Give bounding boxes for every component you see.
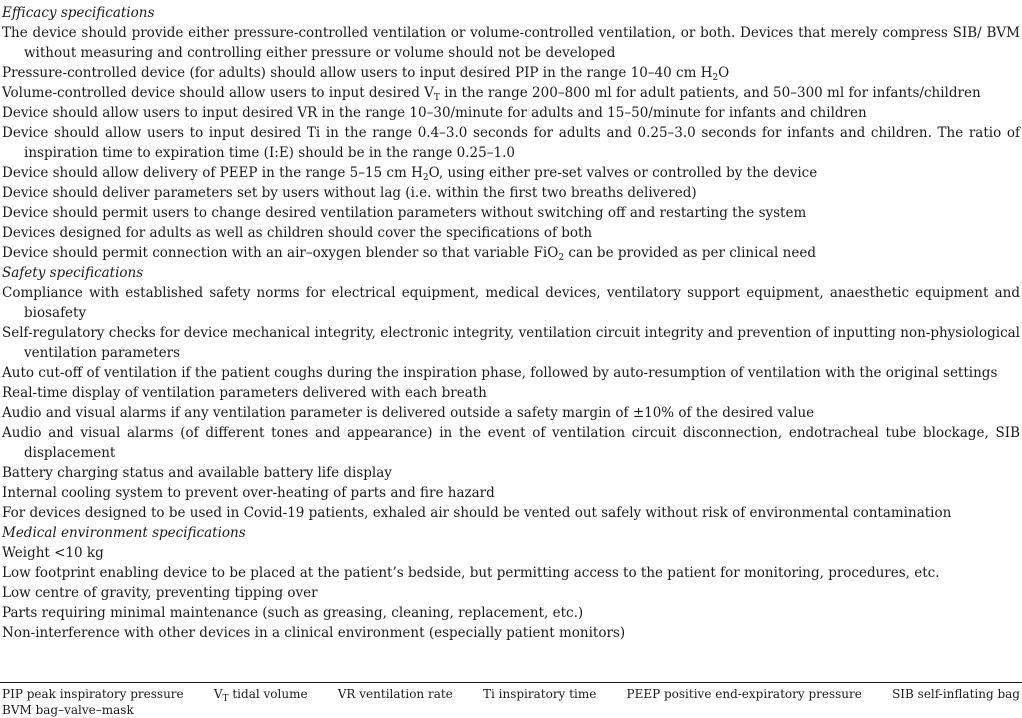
spec-item-tidal-volume	[2, 83, 1020, 103]
abbrev-bvm: BVM bag–valve–mask	[2, 703, 134, 717]
spec-text: O, using either pre-set valves or controlled by the device	[428, 165, 818, 181]
spec-item-battery-display: Battery charging status and available battery life display	[2, 465, 392, 481]
spec-item-parameter-alarms: Audio and visual alarms if any ventilation parameter is delivered outside a safety margin of ±10% of the desired value	[2, 405, 815, 421]
spec-item-realtime-display: Real-time display of ventilation parameters delivered with each breath	[2, 385, 487, 401]
spec-text: O	[718, 65, 730, 81]
spec-item-pip	[2, 63, 1020, 83]
spec-item-footprint: Low footprint enabling device to be placed at the patient’s bedside, but permitting access to the patient for monitoring, procedures, etc.	[2, 565, 940, 581]
spec-item-weight: Weight <10 kg	[2, 545, 104, 561]
spec-item-inspiratory-time: Device should allow users to input desired Ti in the range 0.4–3.0 seconds for adults and 0.25–3.0 seconds for infants and children. The ratio of inspiration time to expiration time (I:E) should be in the range 0.25–1.0	[2, 125, 1020, 161]
footer-divider	[0, 682, 1022, 683]
spec-item-auto-cut-off: Auto cut-off of ventilation if the patient coughs during the inspiration phase, followed by auto-resumption of ventilation with the original settings	[2, 365, 998, 381]
spec-item-cooling: Internal cooling system to prevent over-heating of parts and fire hazard	[2, 485, 495, 501]
safety-heading: Safety specifications	[2, 265, 144, 281]
abbrev-peep: PEEP positive end-expiratory pressure	[626, 687, 862, 701]
spec-text: Device should allow delivery of PEEP in the range 5–15 cm H	[2, 165, 423, 181]
abbrev-sib: SIB self-inflating bag	[892, 687, 1020, 701]
abbreviations-row	[2, 686, 1020, 702]
spec-text: Volume-controlled device should allow users to input desired V	[2, 85, 434, 101]
spec-item-exhaled-air: For devices designed to be used in Covid-19 patients, exhaled air should be vented out safely without risk of environmental contamination	[2, 505, 952, 521]
spec-item-adults-children: Devices designed for adults as well as children should cover the specifications of both	[2, 225, 593, 241]
spec-text: in the range 200–800 ml for adult patients, and 50–300 ml for infants/children	[439, 85, 981, 101]
spec-item-self-checks: Self-regulatory checks for device mechanical integrity, electronic integrity, ventilation circuit integrity and prevention of inputting non-physiological ventilation parameters	[2, 325, 1020, 361]
efficacy-heading: Efficacy specifications	[2, 5, 155, 21]
spec-item-ventilation-rate: Device should allow users to input desired VR in the range 10–30/minute for adults and 15–50/minute for infants and children	[2, 105, 867, 121]
spec-item-change-parameters: Device should permit users to change desired ventilation parameters without switching off and restarting the system	[2, 205, 807, 221]
spec-text: can be provided as per clinical need	[564, 245, 816, 261]
subscript: T	[433, 93, 440, 103]
medical-environment-heading: Medical environment specifications	[2, 525, 246, 541]
subscript: 2	[712, 73, 719, 83]
spec-item-disconnection-alarms: Audio and visual alarms (of different tones and appearance) in the event of ventilation circuit disconnection, endotracheal tube blockage, SIB displacement	[2, 425, 1020, 461]
subscript: 2	[558, 253, 565, 263]
abbrev-vr: VR ventilation rate	[337, 687, 453, 701]
abbrev-text: V	[213, 687, 223, 701]
spec-text: Pressure-controlled device (for adults) should allow users to input desired PIP in the range 10–40 cm H	[2, 65, 713, 81]
abbrev-vt	[214, 686, 308, 702]
spec-item-maintenance: Parts requiring minimal maintenance (such as greasing, cleaning, replacement, etc.)	[2, 605, 584, 621]
spec-item-no-lag: Device should deliver parameters set by users without lag (i.e. within the first two breaths delivered)	[2, 185, 697, 201]
spec-item-fio2	[2, 243, 1020, 263]
subscript: 2	[422, 173, 429, 183]
spec-item-peep	[2, 163, 1020, 183]
subscript: T	[222, 694, 229, 704]
abbreviations-footnote	[2, 686, 1020, 718]
spec-item-ventilation-modes: The device should provide either pressure-controlled ventilation or volume-controlled ventilation, or both. Devices that merely compress SIB/ BVM without measuring and controlling either pressure or volume should not be developed	[2, 25, 1020, 61]
abbrev-pip: PIP peak inspiratory pressure	[2, 687, 184, 701]
spec-item-centre-of-gravity: Low centre of gravity, preventing tipping over	[2, 585, 318, 601]
abbrev-text: tidal volume	[228, 687, 308, 701]
spec-item-compliance: Compliance with established safety norms for electrical equipment, medical devices, ventilatory support equipment, anaesthetic equipment and biosafety	[2, 285, 1020, 321]
spec-text: Device should permit connection with an air–oxygen blender so that variable FiO	[2, 245, 559, 261]
abbrev-ti: Ti inspiratory time	[482, 687, 597, 701]
spec-item-non-interference: Non-interference with other devices in a clinical environment (especially patient monitors)	[2, 625, 626, 641]
